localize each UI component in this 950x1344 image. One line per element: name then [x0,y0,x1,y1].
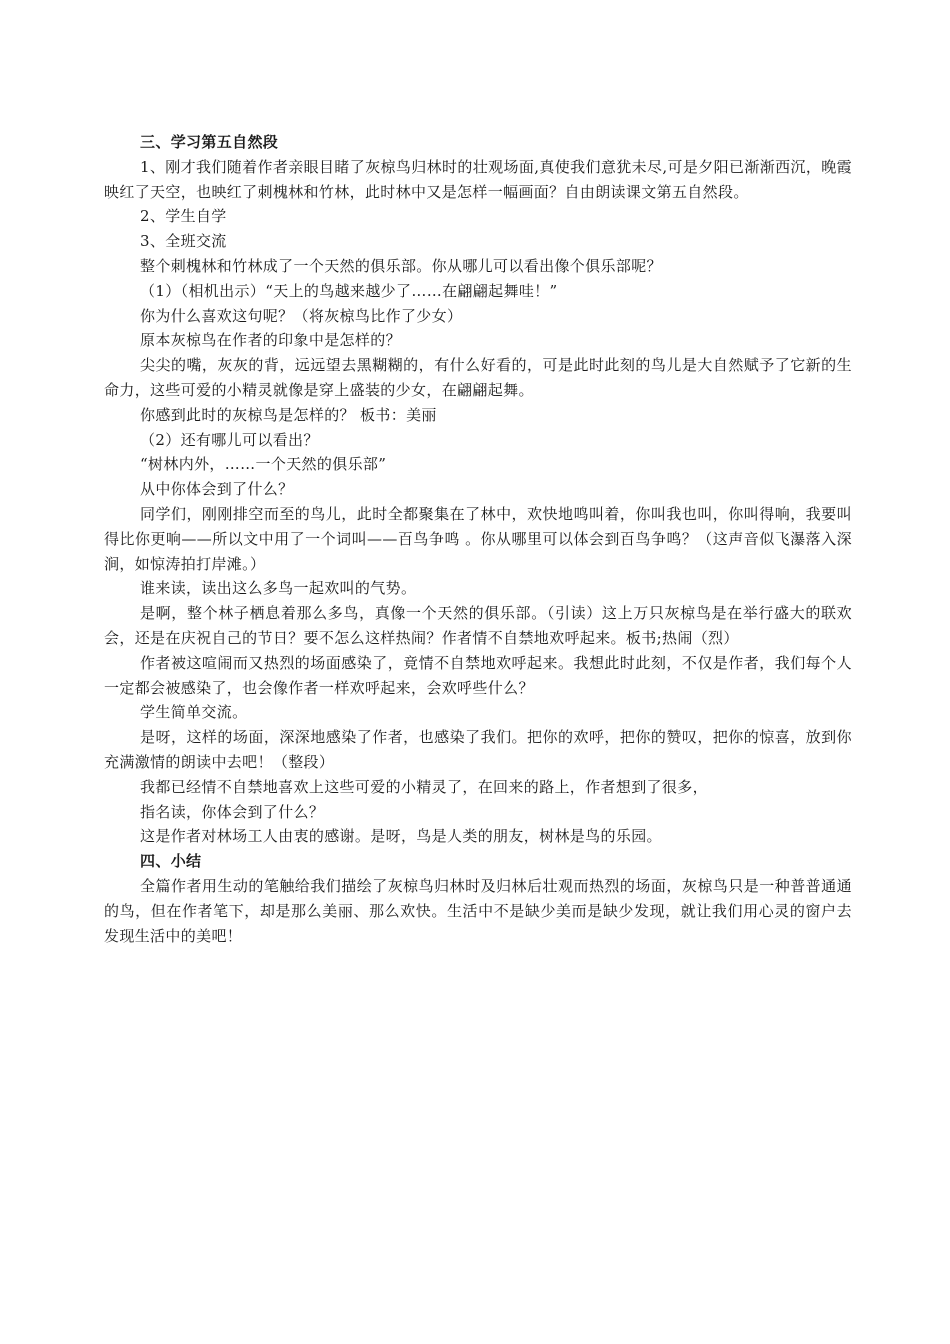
paragraph: 全篇作者用生动的笔触给我们描绘了灰椋鸟归林时及归林后壮观而热烈的场面，灰椋鸟只是一种普普通通的鸟，但在作者笔下，却是那么美丽、那么欢快。生活中不是缺少美而是缺少发现，就让我们用心灵的窗户去发现生活中的美吧！ [104,876,852,945]
paragraph: 3、全班交流 [140,232,227,251]
paragraph: 学生简单交流。 [140,703,248,722]
paragraph: 这是作者对林场工人由衷的感谢。是呀，鸟是人类的朋友，树林是鸟的乐园。 [140,827,662,846]
paragraph: 1、刚才我们随着作者亲眼目睹了灰椋鸟归林时的壮观场面,真使我们意犹未尽,可是夕阳已渐渐西沉，晚霞映红了天空，也映红了刺槐林和竹林，此时林中又是怎样一幅画面？自由朗读课文第五自然段。 [104,157,852,201]
section-heading-3: 三、学习第五自然段 [140,133,279,151]
paragraph: “树林内外，……一个天然的俱乐部” [140,455,387,474]
paragraph: 尖尖的嘴，灰灰的背，远远望去黑糊糊的，有什么好看的，可是此时此刻的鸟儿是大自然赋予了它新的生命力，这些可爱的小精灵就像是穿上盛装的少女，在翩翩起舞。 [104,356,852,399]
paragraph: 从中你体会到了什么？ [140,480,294,499]
paragraph: 是呀，这样的场面，深深地感染了作者，也感染了我们。把你的欢呼，把你的赞叹，把你的惊喜，放到你充满激情的朗读中去吧！（整段） [104,728,852,771]
document-body [104,130,852,948]
paragraph: 2、学生自学 [140,207,227,226]
paragraph: 作者被这喧闹而又热烈的场面感染了，竟情不自禁地欢呼起来。我想此时此刻，不仅是作者，我们每个人一定都会被感染了，也会像作者一样欢呼起来，会欢呼些什么？ [104,653,852,697]
paragraph: 指名读，你体会到了什么？ [140,802,325,821]
paragraph: 你为什么喜欢这句呢？（将灰椋鸟比作了少女） [140,306,463,325]
paragraph: （1）（相机出示）“天上的鸟越来越少了……在翩翩起舞哇！” [140,281,558,300]
paragraph: 整个刺槐林和竹林成了一个天然的俱乐部。你从哪儿可以看出像个俱乐部呢？ [140,256,662,275]
paragraph: 我都已经情不自禁地喜欢上这些可爱的小精灵了，在回来的路上，作者想到了很多， [140,777,708,796]
paragraph: 是啊，整个林子栖息着那么多鸟，真像一个天然的俱乐部。（引读）这上万只灰椋鸟是在举行盛大的联欢会，还是在庆祝自己的节日？要不怎么这样热闹？作者情不自禁地欢呼起来。板书;热闹（烈） [104,604,852,647]
paragraph: 谁来读，读出这么多鸟一起欢叫的气势。 [140,579,417,598]
paragraph: 同学们，刚刚排空而至的鸟儿，此时全都聚集在了林中，欢快地鸣叫着，你叫我也叫，你叫得响，我要叫得比你更响——所以文中用了一个词叫——百鸟争鸣 。你从哪里可以体会到百鸟争鸣？（这声音似飞瀑落入深涧，如惊涛拍打岸滩。） [104,504,852,573]
paragraph: （2）还有哪儿可以看出？ [140,430,319,449]
section-heading-4: 四、小结 [140,852,202,871]
paragraph: 你感到此时的灰椋鸟是怎样的？ 板书：美丽 [140,405,437,424]
paragraph: 原本灰椋鸟在作者的印象中是怎样的？ [140,331,401,350]
